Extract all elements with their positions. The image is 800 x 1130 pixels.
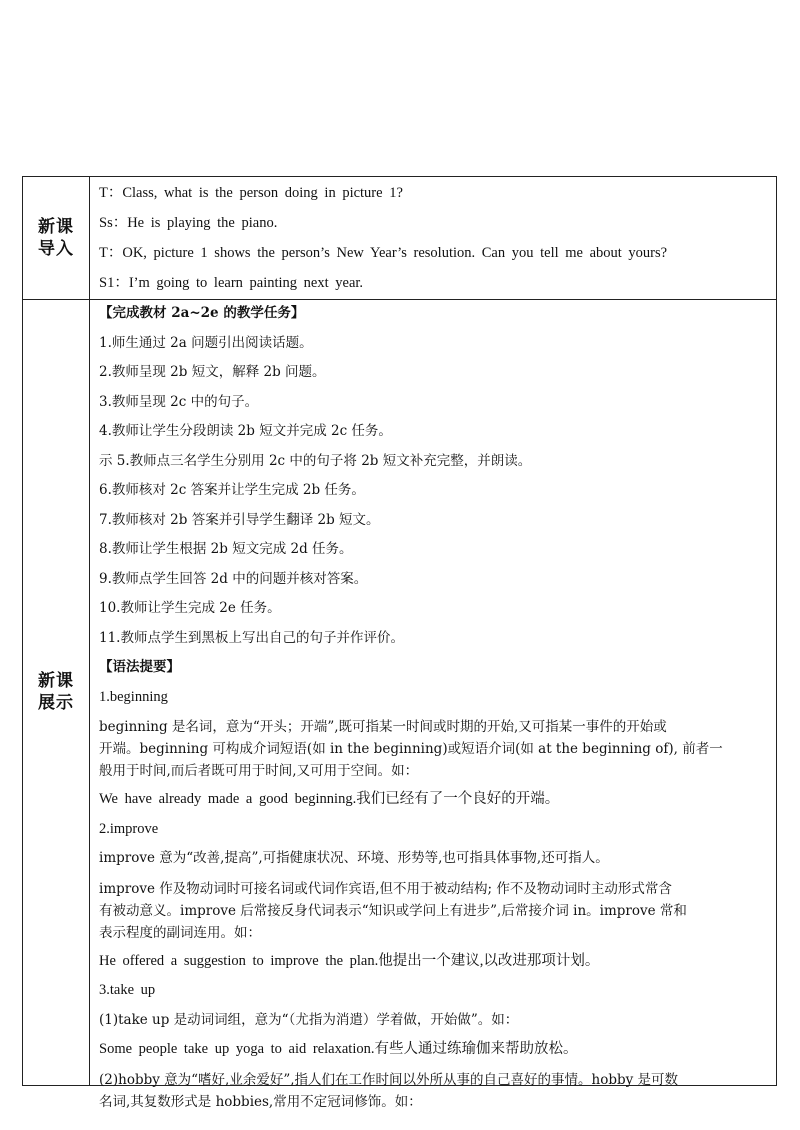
example-sentence: We have already made a good beginning.我们已经有了一个良好的开端。: [99, 791, 560, 807]
grammar-title-take-up: 3.take up: [99, 982, 156, 998]
step-item: 7.教师核对 2b 答案并引导学生翻译 2b 短文。: [99, 511, 380, 528]
row-presentation: [23, 299, 776, 1110]
dialogue-line: T：OK, picture 1 shows the person’s New Year’s resolution. Can you tell me about yours?: [99, 245, 668, 261]
grammar-title-improve: 2.improve: [99, 820, 159, 837]
section-heading-tasks: 【完成教材 2a~2e 的教学任务】: [99, 305, 305, 321]
grammar-paragraph-hobby: [99, 1069, 768, 1113]
paragraph-line: 有被动意义。improve 后常接反身代词表示“知识或学问上有进步”,后常接介词 in。improve 常和: [99, 902, 687, 919]
row-lead-in: [23, 177, 776, 300]
grammar-paragraph-improve: [99, 878, 768, 944]
grammar-line-take-up: (1)take up 是动词词组，意为“（尤指为消遣）学着做，开始做”。如：: [99, 1011, 519, 1028]
example-sentence: He offered a suggestion to improve the plan.他提出一个建议,以改进那项计划。: [99, 952, 600, 969]
step-item: 示 5.教师点三名学生分别用 2c 中的句子将 2b 短文补充完整，并朗读。: [99, 452, 532, 469]
step-item: 8.教师让学生根据 2b 短文完成 2d 任务。: [99, 541, 353, 557]
grammar-title-beginning: 1.beginning: [99, 688, 168, 705]
step-item: 3.教师呈现 2c 中的句子。: [99, 393, 259, 410]
step-item: 4.教师让学生分段朗读 2b 短文并完成 2c 任务。: [99, 423, 392, 439]
row-label-cell: [23, 299, 90, 1085]
paragraph-line: improve 作及物动词时可接名词或代词作宾语,但不用于被动结构; 作不及物动词时主动形式常含: [99, 880, 672, 897]
step-item: 10.教师让学生完成 2e 任务。: [99, 600, 281, 616]
grammar-paragraph-beginning: [99, 716, 768, 782]
step-item: 11.教师点学生到黑板上写出自己的句子并作评价。: [99, 629, 404, 646]
paragraph-line: 名词,其复数形式是 hobbies,常用不定冠词修饰。如：: [99, 1093, 422, 1110]
example-sentence: Some people take up yoga to aid relaxation.有些人通过练瑜伽来帮助放松。: [99, 1041, 578, 1057]
paragraph-line: 表示程度的副词连用。如：: [99, 924, 261, 941]
paragraph-line: beginning 是名词，意为“开头；开端”,既可指某一时间或时期的开始,又可指某一事件的开始或: [99, 719, 667, 735]
paragraph-line: 开端。beginning 可构成介词短语(如 in the beginning)或短语介词(如 at the beginning of), 前者一: [99, 741, 723, 757]
step-item: 9.教师点学生回答 2d 中的问题并核对答案。: [99, 570, 368, 587]
row-label-cell: [23, 177, 90, 299]
row-content-lead-in: [90, 177, 776, 299]
step-item: 2.教师呈现 2b 短文，解释 2b 问题。: [99, 364, 326, 380]
dialogue-line: Ss：He is playing the piano.: [99, 215, 278, 231]
dialogue-line: T：Class, what is the person doing in picture 1?: [99, 185, 403, 201]
step-item: 6.教师核对 2c 答案并让学生完成 2b 任务。: [99, 482, 365, 498]
row-label-presentation: 新课展示: [38, 671, 74, 713]
lesson-table: [22, 176, 777, 1110]
paragraph-line: 般用于时间,而后者既可用于时间,又可用于空间。如：: [99, 763, 419, 779]
row-label-lead-in: 新课导入: [38, 217, 74, 259]
grammar-line-improve: improve 意为“改善,提高”,可指健康状况、环境、形势等,也可指具体事物,还可指人。: [99, 850, 609, 866]
row-content-presentation: [90, 299, 776, 1110]
dialogue-line: S1：I’m going to learn painting next year.: [99, 275, 364, 291]
section-heading-grammar: 【语法提要】: [99, 659, 180, 675]
step-item: 1.师生通过 2a 问题引出阅读话题。: [99, 334, 313, 351]
paragraph-line: (2)hobby 意为“嗜好,业余爱好”,指人们在工作时间以外所从事的自己喜好的事情。hobby 是可数: [99, 1071, 679, 1088]
